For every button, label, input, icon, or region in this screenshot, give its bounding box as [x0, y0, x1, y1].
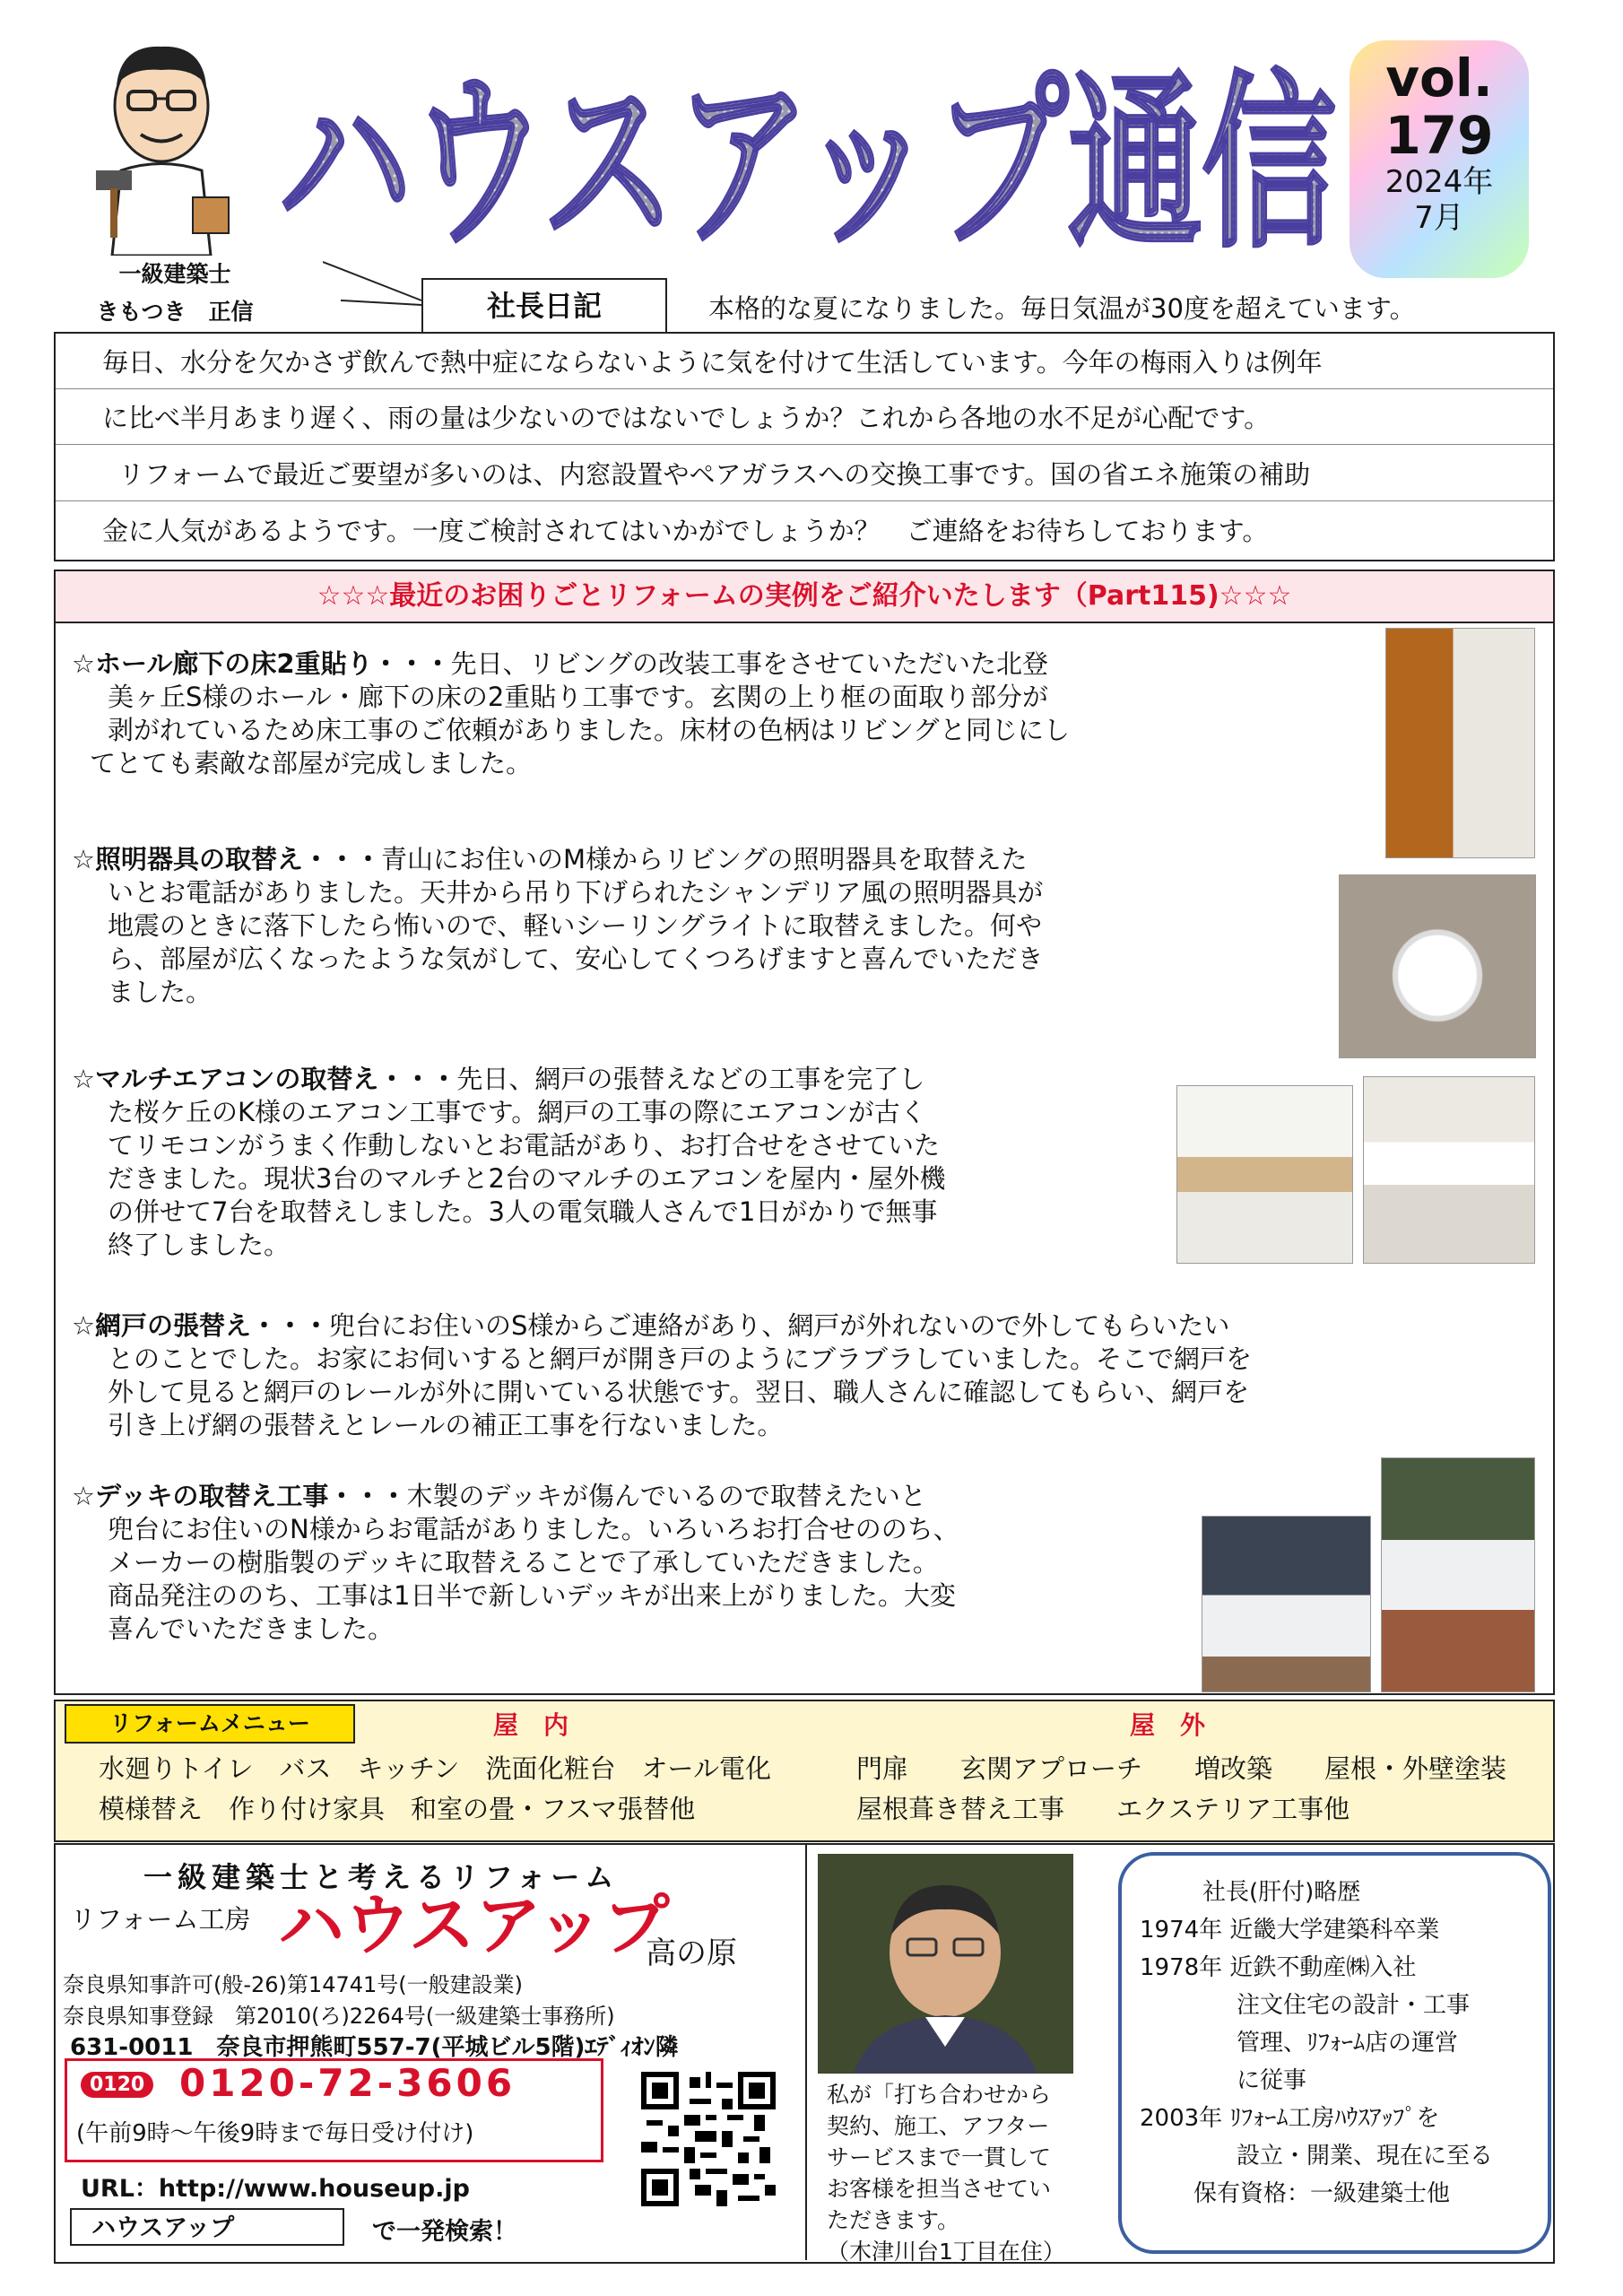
caption-line: お客様を担当させてい: [827, 2176, 1052, 2202]
president-diary: [54, 332, 1555, 561]
indoor-menu-line: 模様替え 作り付け家具 和室の畳・フスマ張替他: [99, 1794, 696, 1824]
case-text: 兜台にお住いのS様からご連絡があり、網戸が外れないので外してもらいたい: [329, 1310, 1230, 1341]
case-text: だきました。現状3台のマルチと2台のマルチのエアコンを屋内・屋外機: [108, 1163, 946, 1194]
phone-number[interactable]: 0120-72-3606: [179, 2061, 516, 2105]
career-line: 1978年 近鉄不動産㈱入社: [1140, 1954, 1417, 1981]
case-title: ☆網戸の張替え・・・: [72, 1310, 329, 1341]
case-text: 喜んでいただきました。: [108, 1613, 395, 1644]
career-line: 1974年 近畿大学建築科卒業: [1140, 1917, 1440, 1944]
career-line: 2003年 ﾘﾌｫｰﾑ工房ﾊｳｽｱｯﾌﾟを: [1140, 2105, 1440, 2132]
website-url[interactable]: URL：http://www.houseup.jp: [81, 2175, 470, 2203]
case-text: の併せて7台を取替えしました。3人の電気職人さんで1日がかりで無事: [108, 1196, 938, 1227]
case-text: メーカーの樹脂製のデッキに取替えることで了承していただきました。: [108, 1547, 939, 1578]
author-name: きもつき 正信: [96, 299, 254, 325]
newsletter-title-art: [269, 36, 1345, 278]
company-slogan: 一級建築士と考えるリフォーム: [143, 1860, 620, 1894]
case-text: いとお電話がありました。天井から吊り下げられたシャンデリア風の照明器具が: [108, 877, 1044, 908]
volume-label: vol.: [1385, 48, 1493, 109]
architect-illustration: [85, 36, 238, 256]
section-headline: ☆☆☆最近のお困りごとリフォームの実例をご紹介いたします（Part115)☆☆☆: [54, 570, 1555, 623]
brand-logo: ハウスアップ: [278, 1887, 670, 1964]
case-text: ました。: [108, 977, 213, 1007]
case-item: [72, 648, 1354, 780]
outdoor-menu-line: 門扉 玄関アプローチ 増改築 屋根・外壁塗装: [856, 1753, 1507, 1784]
indoor-menu-line: 水廻りトイレ バス キッチン 洗面化粧台 オール電化: [99, 1753, 771, 1784]
career-title: 社長(肝付)略歴: [1202, 1879, 1361, 1906]
president-caption: [827, 2079, 1065, 2267]
volume-number: 179: [1384, 105, 1494, 166]
outdoor-menu-line: 屋根葺き替え工事 エクステリア工事他: [856, 1794, 1350, 1824]
case-title: ☆照明器具の取替え・・・: [72, 844, 381, 874]
case-text: ら、部屋が広くなったような気がして、安心してくつろげますと喜んでいただき: [108, 944, 1044, 974]
case-text: 美ヶ丘S様のホール・廊下の床の2重貼り工事です。玄関の上り框の面取り部分が: [108, 682, 1048, 712]
case-photo: [1381, 1457, 1535, 1692]
caption-line: ただきます。: [827, 2207, 960, 2233]
case-text: とのことでした。お家にお伺いすると網戸が開き戸のようにブラブラしていました。そこで網戸を: [108, 1344, 1253, 1374]
president-photo: [818, 1854, 1073, 2074]
career-line: に従事: [1237, 2067, 1307, 2094]
case-text: 木製のデッキが傷んでいるので取替えたいと: [406, 1481, 926, 1511]
search-prompt: で一発検索！: [372, 2218, 517, 2246]
case-item: [72, 1480, 1202, 1646]
license-line: 奈良県知事登録 第2010(ろ)2264号(一級建築士事務所): [63, 2004, 615, 2029]
case-title: ☆デッキの取替え工事・・・: [72, 1481, 407, 1511]
case-text: 引き上げ網の張替えとレールの補正工事を行ないました。: [108, 1410, 784, 1440]
issue-month: 7月: [1414, 200, 1464, 236]
caption-line: サービスまで一貫して: [827, 2144, 1052, 2170]
author-info: [85, 256, 265, 331]
case-photo: [1363, 1076, 1535, 1264]
svg-text:ハウスアップ通信: ハウスアップ通信: [278, 54, 1336, 274]
case-photo: [1339, 874, 1536, 1058]
caption-line: 私が「打ち合わせから: [827, 2082, 1052, 2108]
case-text: 地震のときに落下したら怖いので、軽いシーリングライトに取替えました。何や: [108, 910, 1042, 941]
case-text: 先日、網戸の張替えなどの工事を完了し: [456, 1064, 925, 1094]
case-photo: [1176, 1085, 1353, 1264]
freedial-icon: 0120: [81, 2072, 153, 2098]
company-address: 631-0011 奈良市押熊町557-7(平城ビル5階)ｴﾃﾞｨｵﾝ隣: [70, 2034, 679, 2061]
qr-code-icon[interactable]: [641, 2072, 776, 2206]
license-line: 奈良県知事許可(般-26)第14741号(一般建設業): [63, 1972, 523, 1997]
issue-year: 2024年: [1384, 164, 1494, 200]
diary-line: 毎日、水分を欠かさず飲んで熱中症にならないように気を付けて生活しています。今年の梅雨入りは例年: [102, 347, 1323, 378]
case-text: てとても素敵な部屋が完成しました。: [90, 748, 533, 778]
career-line: 保有資格：一級建築士他: [1193, 2180, 1451, 2207]
case-title: ☆ホール廊下の床2重貼り・・・: [72, 648, 451, 679]
caption-line: （木津川台1丁目在住）: [827, 2239, 1065, 2265]
case-text: 先日、リビングの改装工事をさせていただいた北登: [450, 648, 1049, 679]
branch-name: 高の原: [646, 1935, 737, 1971]
studio-label: リフォーム工房: [70, 1904, 251, 1935]
case-item: [72, 1063, 1193, 1262]
case-text: た桜ケ丘のK様のエアコン工事です。網戸の工事の際にエアコンが古く: [108, 1097, 926, 1127]
case-title: ☆マルチエアコンの取替え・・・: [72, 1064, 457, 1094]
president-career: [1118, 1852, 1551, 2254]
diary-line: 本格的な夏になりました。毎日気温が30度を超えています。: [708, 293, 1416, 324]
case-text: 商品発注ののち、工事は1日半で新しいデッキが出来上がりました。大変: [108, 1580, 956, 1611]
diary-line: に比べ半月あまり遅く、雨の量は少ないのではないでしょうか？これから各地の水不足が心配です。: [102, 403, 1271, 433]
career-line: 管理、ﾘﾌｫｰﾑ店の運営: [1237, 2030, 1459, 2057]
footer-divider: [805, 1843, 807, 2260]
case-item: [72, 1309, 1533, 1442]
case-text: 外して見ると網戸のレールが外に開いている状態です。翌日、職人さんに確認してもらい、網戸を: [108, 1377, 1250, 1407]
case-text: 終了しました。: [108, 1230, 291, 1260]
career-line: 注文住宅の設計・工事: [1237, 1992, 1471, 2019]
case-photo: [1385, 628, 1535, 858]
case-text: 青山にお住いのM様からリビングの照明器具を取替えた: [381, 844, 1028, 874]
search-keyword-box: ハウスアップ: [70, 2208, 344, 2246]
case-text: てリモコンがうまく作動しないとお電話があり、お打合せをさせていた: [108, 1130, 941, 1161]
volume-badge: [1350, 40, 1529, 278]
case-text: 剥がれているため床工事のご依頼がありました。床材の色柄はリビングと同じにし: [108, 715, 1071, 745]
diary-tab: 社長日記: [421, 278, 667, 334]
diary-line: リフォームで最近ご要望が多いのは、内窓設置やペアガラスへの交換工事です。国の省エネ施策の補助: [118, 459, 1311, 490]
speech-pointer: [323, 260, 430, 314]
phone-hours: (午前9時～午後9時まで毎日受け付け): [76, 2120, 474, 2147]
career-line: 設立・開業、現在に至る: [1237, 2143, 1494, 2170]
indoor-heading: 屋 内: [493, 1710, 569, 1740]
author-role: 一級建築士: [118, 261, 231, 287]
diary-line: 金に人気があるようです。一度ご検討されてはいかがでしょうか？ ご連絡をお待ちしております。: [102, 516, 1269, 546]
case-photo: [1202, 1516, 1371, 1692]
caption-line: 契約、施工、アフター: [827, 2113, 1050, 2139]
case-item: [72, 843, 1354, 1009]
reform-menu-tag: リフォームメニュー: [65, 1704, 355, 1744]
case-text: 兜台にお住いのN様からお電話がありました。いろいろお打合せののち、: [108, 1514, 959, 1544]
outdoor-heading: 屋 外: [1130, 1710, 1206, 1740]
